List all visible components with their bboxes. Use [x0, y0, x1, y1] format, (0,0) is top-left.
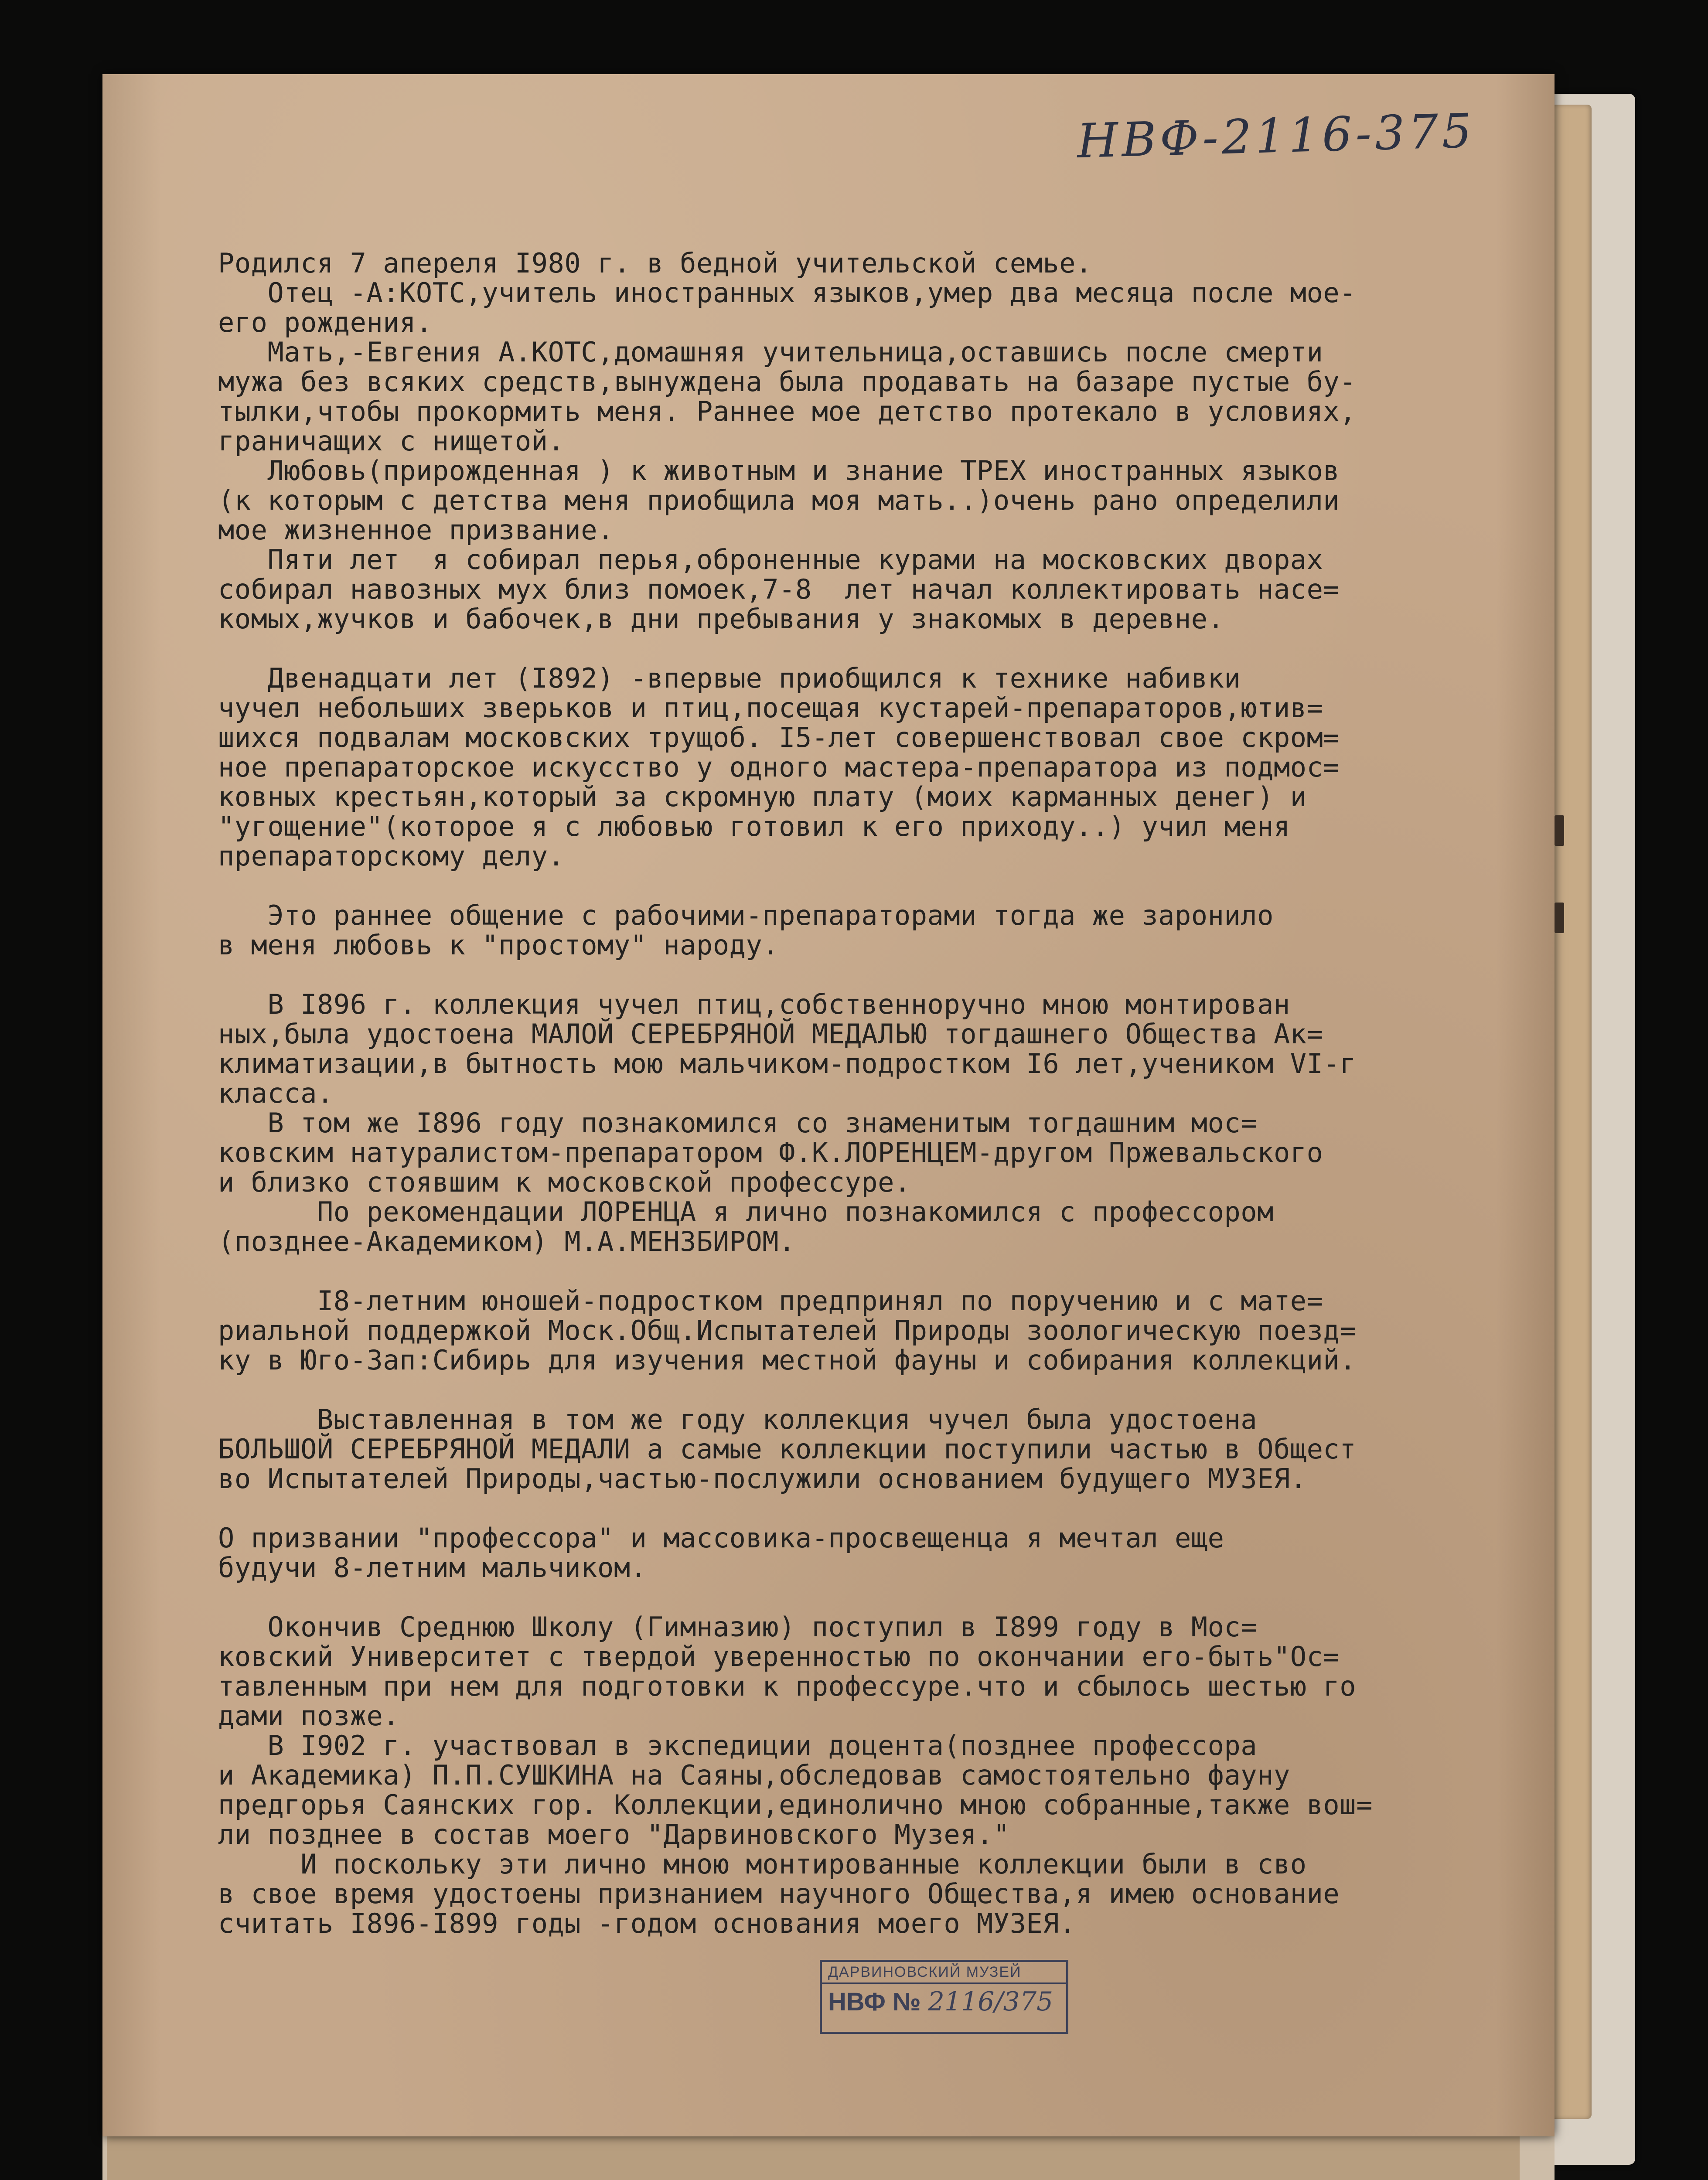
paragraph [218, 664, 1561, 871]
text-line: ковных крестьян,который за скромную плату (моих карманных денег) и [218, 781, 1307, 813]
text-line: риальной поддержкой Моск.Общ.Испытателей Природы зоологическую поезд= [218, 1315, 1357, 1346]
text-line: чучел небольших зверьков и птиц,посещая кустарей-препараторов,ютив= [218, 692, 1323, 724]
paragraph [218, 1405, 1561, 1494]
text-line: ных,была удостоена МАЛОЙ СЕРЕБРЯНОЙ МЕДАЛЬЮ тогдашнего Общества Ак= [218, 1018, 1323, 1050]
text-line: Двенадцати лет (I892) -впервые приобщился к технике набивки [218, 662, 1241, 694]
text-line: ное препараторское искусство у одного мастера-препаратора из подмос= [218, 751, 1340, 783]
paragraph-gap [218, 871, 1561, 901]
text-line: Выставленная в том же году коллекция чучел была удостоена [218, 1403, 1258, 1435]
paragraph [218, 456, 1561, 545]
stamp-number [822, 1984, 1066, 2020]
text-line: Родился 7 апереля I980 г. в бедной учительской семье. [218, 247, 1092, 279]
text-line: ковский Университет с твердой уверенностью по окончании его-быть"Ос= [218, 1641, 1340, 1672]
archive-number-handwritten: НВФ-2116-375 [1076, 104, 1476, 169]
text-line: в меня любовь к "простому" народу. [218, 929, 779, 961]
text-line: ку в Юго-Зап:Сибирь для изучения местной фауны и собирания коллекций. [218, 1344, 1357, 1376]
text-line: во Испытателей Природы,частью-послужили основанием будущего МУЗЕЯ. [218, 1463, 1307, 1495]
text-line: считать I896-I899 годы -годом основания моего МУЗЕЯ. [218, 1908, 1076, 1939]
text-line: климатизации,в бытность мою мальчиком-подростком I6 лет,учеником VI-г [218, 1048, 1357, 1080]
stamp-number-value: 2116/375 [927, 1986, 1053, 2017]
text-line: шихся подвалам московских трущоб. I5-лет совершенствовал свое скром= [218, 722, 1340, 753]
text-line: и близко стоявшим к московской профессуре. [218, 1166, 911, 1198]
paragraph-gap [218, 1583, 1561, 1612]
paragraph [218, 990, 1561, 1257]
paragraph [218, 1286, 1561, 1375]
text-line: Мать,-Евгения А.КОТС,домашняя учительница,оставшись после смерти [218, 336, 1323, 368]
paragraph-gap [218, 960, 1561, 990]
text-line: мое жизненное призвание. [218, 514, 614, 546]
text-line: собирал навозных мух близ помоек,7-8 лет начал коллектировать насе= [218, 573, 1340, 605]
paragraph [218, 249, 1561, 278]
text-line: комых,жучков и бабочек,в дни пребывания у знакомых в деревне. [218, 603, 1224, 635]
paragraph-gap [218, 1257, 1561, 1286]
paragraph-gap [218, 1494, 1561, 1523]
text-line: "угощение"(которое я с любовью готовил к его приходу..) учил меня [218, 811, 1290, 842]
text-line: препараторскому делу. [218, 840, 565, 872]
paragraph-gap [218, 634, 1561, 664]
text-line: (к которым с детства меня приобщила моя мать..)очень рано определили [218, 484, 1340, 516]
text-line: Окончив Среднюю Школу (Гимназию) поступил в I899 году в Мос= [218, 1611, 1258, 1643]
archive-stamp [820, 1960, 1068, 2034]
text-line: И поскольку эти лично мною монтированные коллекции были в сво [218, 1848, 1307, 1880]
paragraph [218, 545, 1561, 634]
text-line: Это раннее общение с рабочими-препараторами тогда же заронило [218, 899, 1274, 931]
text-line: Любовь(прирожденная ) к животным и знание ТРЕХ иностранных языков [218, 455, 1340, 487]
text-line: мужа без всяких средств,вынуждена была продавать на базаре пустые бу- [218, 366, 1357, 398]
text-line: в свое время удостоены признанием научного Общества,я имею основание [218, 1878, 1340, 1910]
paragraph [218, 1523, 1561, 1583]
stamp-number-label: НВФ № [828, 1988, 921, 2016]
text-line: дами позже. [218, 1700, 400, 1732]
paragraph [218, 337, 1561, 456]
text-line: ковским натуралистом-препаратором Ф.К.ЛОРЕНЦЕМ-другом Пржевальского [218, 1137, 1323, 1168]
text-line: В том же I896 году познакомился со знаменитым тогдашним мос= [218, 1107, 1258, 1139]
text-line: О призвании "профессора" и массовика-просвещенца я мечтал еще [218, 1522, 1224, 1554]
text-line: По рекомендации ЛОРЕНЦА я лично познакомился с профессором [218, 1196, 1274, 1228]
text-line: класса. [218, 1077, 334, 1109]
text-line: БОЛЬШОЙ СЕРЕБРЯНОЙ МЕДАЛИ а самые коллекции поступили частью в Общест [218, 1433, 1357, 1465]
text-line: В I902 г. участвовал в экспедиции доцента(позднее профессора [218, 1730, 1258, 1761]
text-line: предгорья Саянских гор. Коллекции,единолично мною собранные,также вош= [218, 1789, 1373, 1821]
text-line: (позднее-Академиком) М.А.МЕНЗБИРОМ. [218, 1226, 795, 1257]
text-line: будучи 8-летним мальчиком. [218, 1552, 647, 1584]
text-line: его рождения. [218, 307, 433, 338]
paragraph [218, 901, 1561, 960]
text-line: граничащих с нищетой. [218, 425, 565, 457]
text-line: тылки,чтобы прокормить меня. Раннее мое детство протекало в условиях, [218, 395, 1357, 427]
text-line: ли позднее в состав моего "Дарвиновского Музея." [218, 1819, 1010, 1850]
paragraph-gap [218, 1375, 1561, 1405]
document-text [218, 249, 1561, 1938]
paragraph [218, 278, 1561, 337]
text-line: I8-летним юношей-подростком предпринял по поручению и с мате= [218, 1285, 1323, 1317]
text-line: В I896 г. коллекция чучел птиц,собственноручно мною монтирован [218, 988, 1290, 1020]
paragraph [218, 1612, 1561, 1938]
stamp-header: ДАРВИНОВСКИЙ МУЗЕЙ [822, 1962, 1066, 1984]
text-line: Отец -А:КОТС,учитель иностранных языков,умер два месяца после мое- [218, 277, 1357, 309]
text-line: Пяти лет я собирал перья,оброненные курами на московских дворах [218, 544, 1323, 576]
text-line: и Академика) П.П.СУШКИНА на Саяны,обследовав самостоятельно фауну [218, 1759, 1290, 1791]
text-line: тавленным при нем для подготовки к профессуре.что и сбылось шестью го [218, 1670, 1357, 1702]
